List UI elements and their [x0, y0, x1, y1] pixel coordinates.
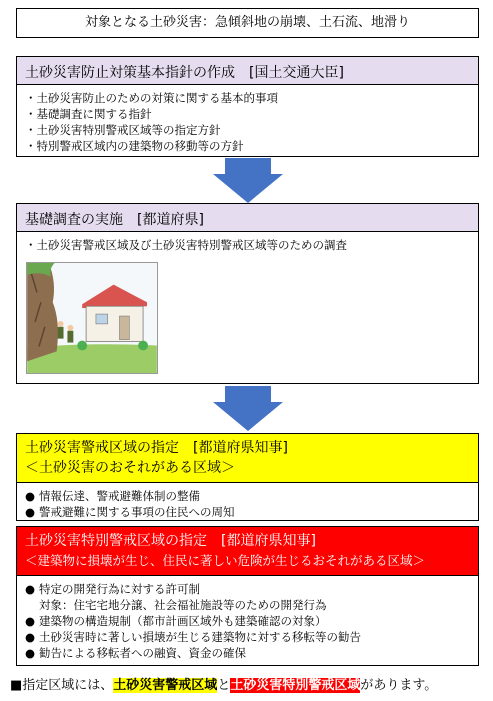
note-warning-area: 土砂災害警戒区域: [113, 678, 218, 693]
special-warning-area-section: [16, 526, 479, 666]
target-disasters-text: 対象となる土砂災害：急傾斜地の崩壊、土石流、地滑り: [84, 15, 410, 30]
list-item: ● 警戒避難に関する事項の住民への周知: [25, 505, 235, 519]
designated-areas-note: [10, 674, 437, 693]
basic-policy-section: [16, 56, 479, 157]
special-warning-area-list: [17, 576, 478, 666]
down-arrow-icon: [213, 158, 283, 203]
note-mid: と: [217, 678, 231, 693]
special-warning-area-subtitle: ＜建築物に損壊が生じ、住民に著しい危険が生じるおそれがある区域＞: [25, 553, 426, 568]
list-item: ・特別警戒区域内の建築物の移動等の方針: [25, 139, 244, 153]
list-item: ● 建築物の構造規制（都市計画区域外も建築確認の対象）: [25, 614, 327, 628]
list-item: ● 勧告による移転者への融資、資金の確保: [25, 646, 246, 660]
note-suffix: があります。: [360, 678, 438, 693]
basic-survey-title: 基礎調査の実施 [都道府県]: [17, 204, 478, 232]
list-item: 対象：住宅宅地分譲、社会福祉施設等のための開発行為: [39, 598, 327, 612]
special-warning-area-header: [17, 527, 478, 576]
basic-policy-title: 土砂災害防止対策基本指針の作成 [国土交通大臣]: [17, 57, 478, 85]
warning-area-list: [17, 483, 478, 525]
note-prefix: ■指定区域には、: [10, 678, 114, 693]
warning-area-title: 土砂災害警戒区域の指定 [都道府県知事]: [25, 440, 288, 456]
warning-area-subtitle: ＜土砂災害のおそれがある区域＞: [25, 460, 235, 476]
survey-illustration: [26, 262, 158, 374]
list-item: ・基礎調査に関する指針: [25, 107, 152, 121]
list-item: ・土砂災害警戒区域及び土砂災害特別警戒区域等のための調査: [25, 238, 347, 252]
warning-area-section: [16, 433, 479, 521]
basic-survey-list: [17, 232, 478, 258]
list-item: ・土砂災害特別警戒区域等の指定方針: [25, 123, 221, 137]
target-disasters-box: [16, 8, 479, 38]
list-item: ・土砂災害防止のための対策に関する基本的事項: [25, 91, 278, 105]
special-warning-area-title: 土砂災害特別警戒区域の指定 [都道府県知事]: [25, 533, 316, 549]
list-item: ● 土砂災害時に著しい損壊が生じる建築物に対する移転等の勧告: [25, 630, 361, 644]
list-item: ● 情報伝達、警戒避難体制の整備: [25, 489, 200, 503]
list-item: ● 特定の開発行為に対する許可制: [25, 582, 200, 596]
down-arrow-icon: [213, 386, 283, 431]
note-special-warning-area: 土砂災害特別警戒区域: [230, 678, 361, 693]
basic-policy-list: [17, 85, 478, 159]
warning-area-header: [17, 434, 478, 483]
